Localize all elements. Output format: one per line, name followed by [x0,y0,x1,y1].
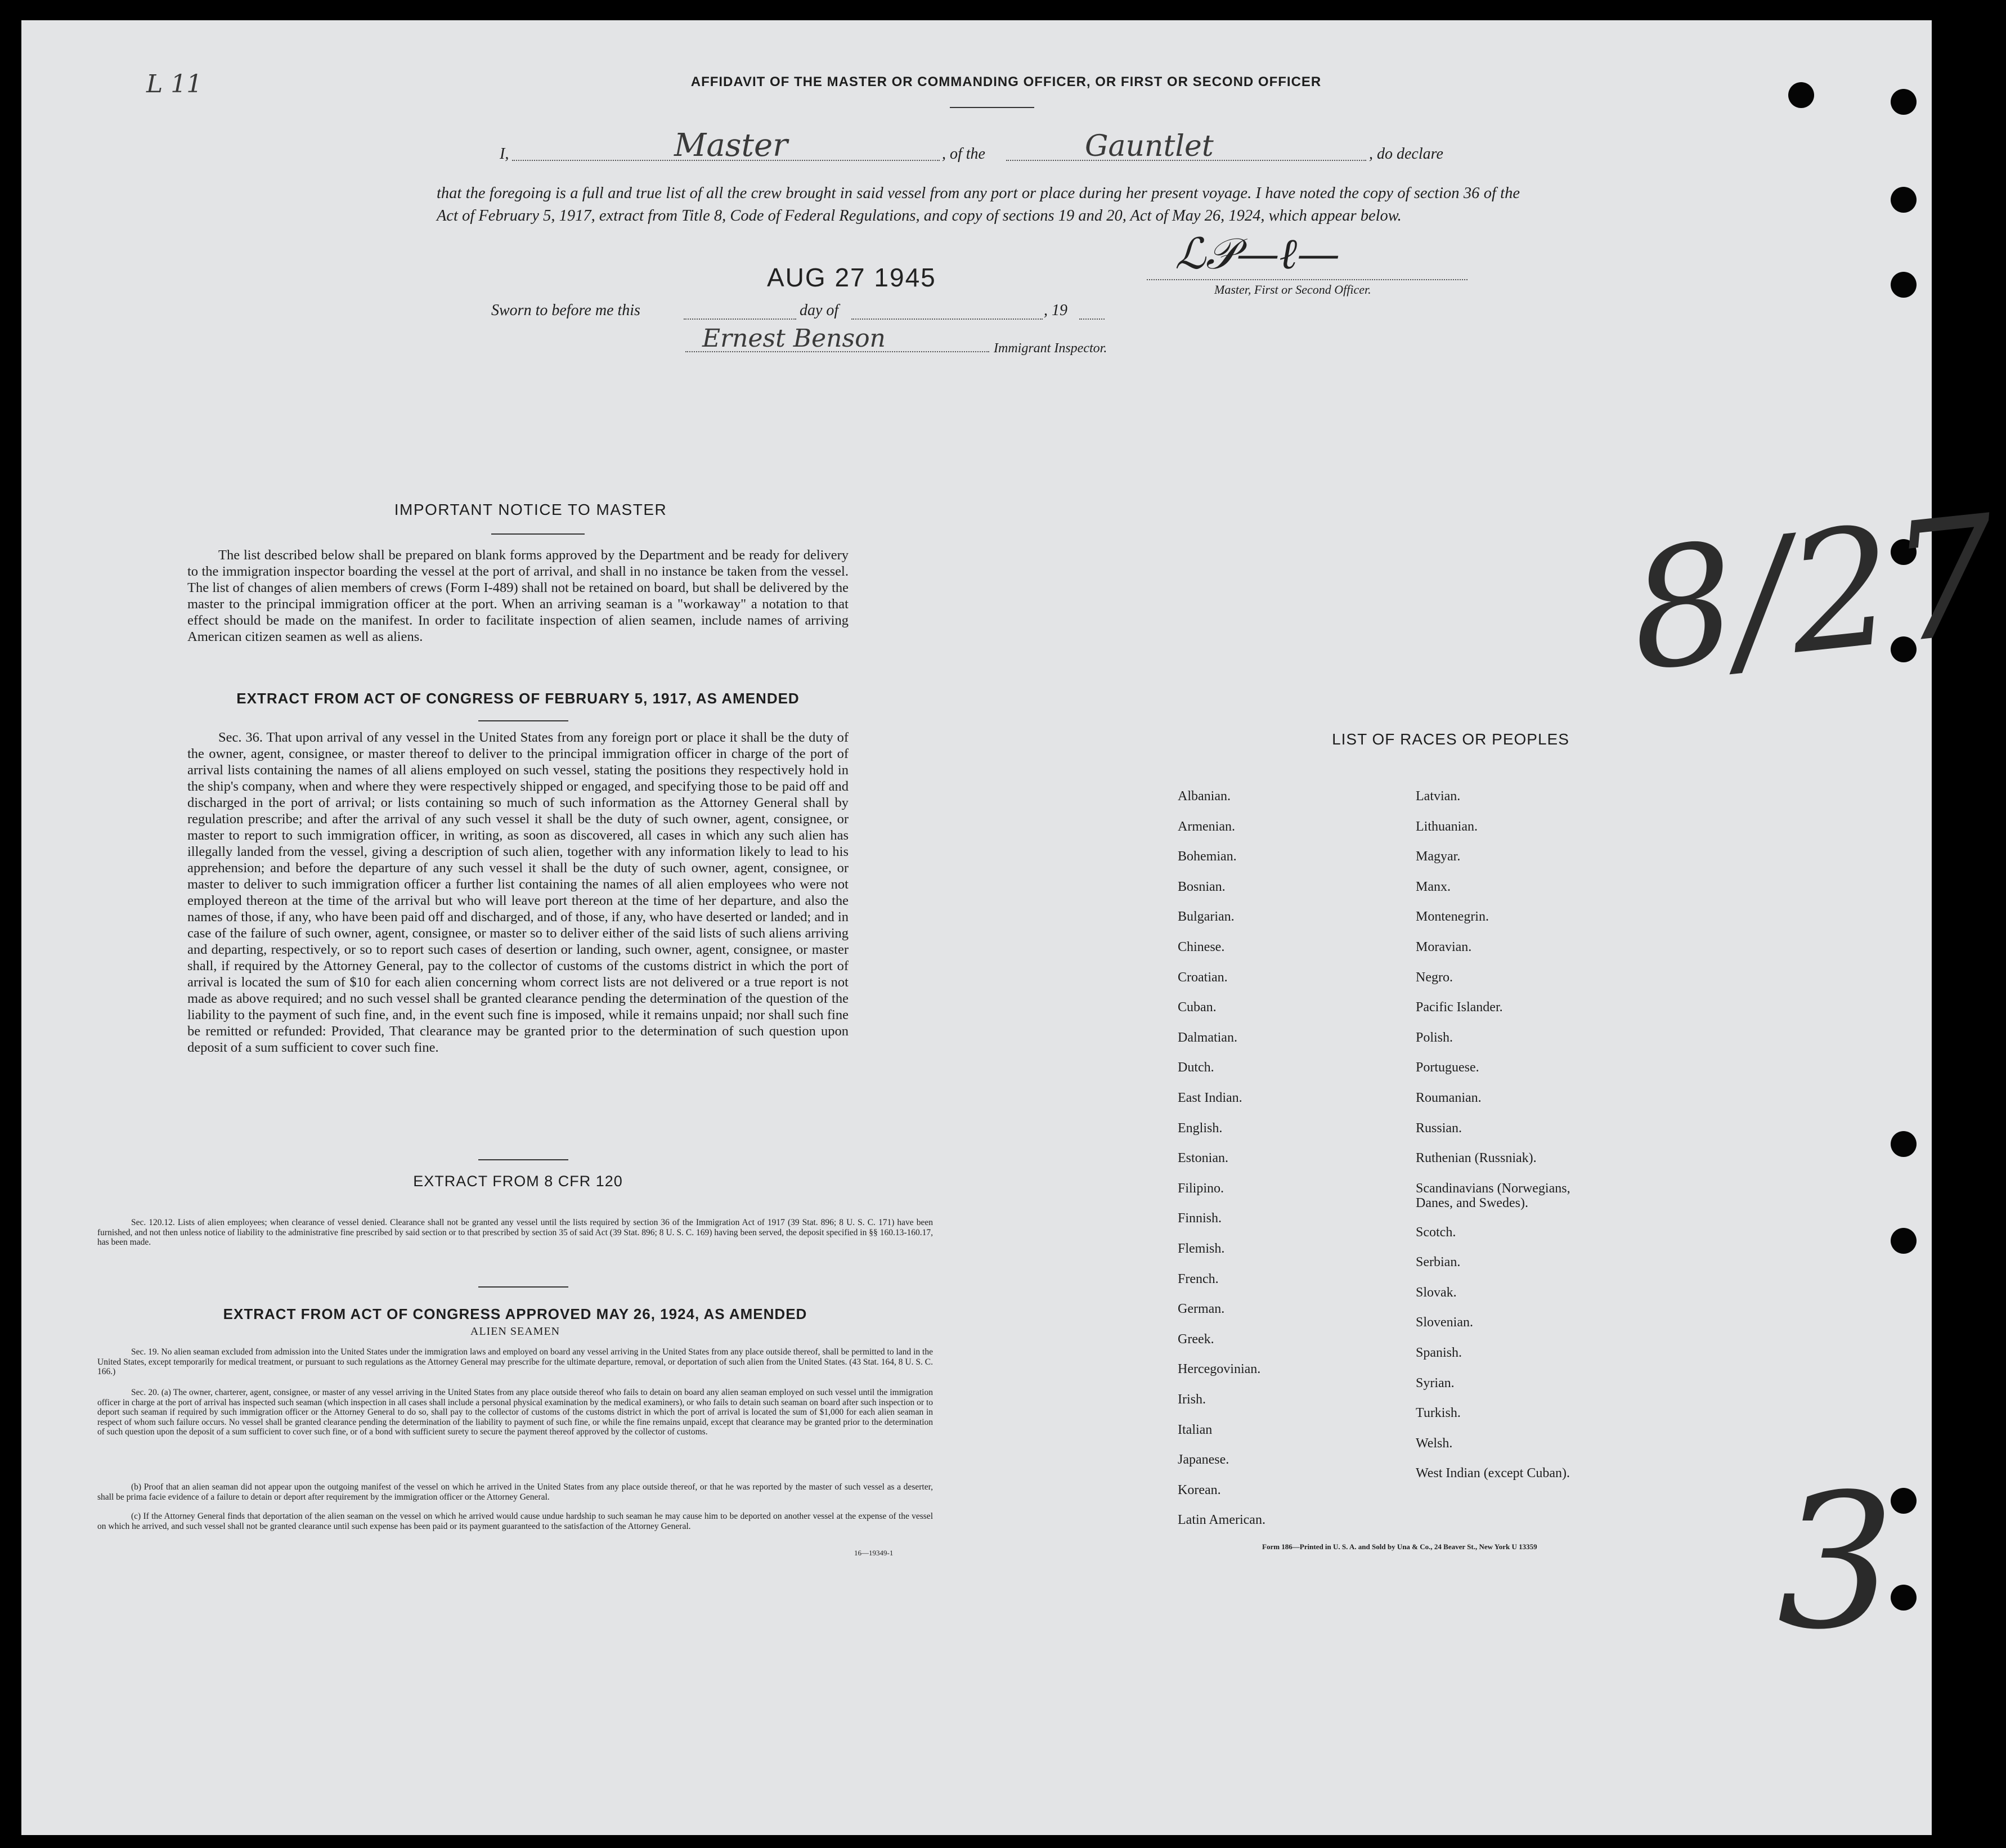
divider [478,1159,568,1160]
race-item: Russian. [1416,1120,1462,1136]
race-item: Latvian. [1416,789,1461,804]
notice-text: The list described below shall be prepared on blank forms approved by the Department and be ready for delivery to the immigration inspector boarding the vessel at the port of arrival, and shall in no instance be taken from the vessel. The list of changes of alien members of crews (Form I-489) shall not be retained on board, but shall be delivered by the master to the principal immigration officer at the port. When an arriving seaman is a "workaway" a notation to that effect should be made on the manifest. In order to facilitate inspection of alien seamen, include names of arriving American citizen seamen as well as aliens. [187,548,849,644]
inspector-signature-line [685,351,989,352]
extract-1924-subtitle: ALIEN SEAMEN [470,1325,560,1338]
race-item: Serbian. [1416,1255,1461,1270]
race-item: Moravian. [1416,940,1472,954]
extract-cfr-title: EXTRACT FROM 8 CFR 120 [413,1173,623,1190]
vessel-name-handwritten: Gauntlet [1085,129,1214,163]
race-item: Latin American. [1178,1513,1265,1528]
affidavit-title: AFFIDAVIT OF THE MASTER OR COMMANDING OFFICER, OR FIRST OR SECOND OFFICER [690,74,1322,89]
master-signature: ℒ𝒫—ℓ— [1175,228,1340,279]
race-item: Magyar. [1416,849,1461,864]
race-item: Estonian. [1178,1151,1228,1166]
sworn-label: Sworn to before me this [491,302,640,319]
race-item: Bohemian. [1178,849,1237,864]
sworn-year-line [1079,319,1105,320]
races-title: LIST OF RACES OR PEOPLES [1332,730,1569,748]
race-item: Slovenian. [1416,1315,1473,1330]
race-item: Ruthenian (Russniak). [1416,1151,1537,1166]
punch-hole [1891,187,1917,213]
race-item: West Indian (except Cuban). [1416,1466,1570,1481]
race-item: Pacific Islander. [1416,1000,1503,1015]
race-item: Polish. [1416,1030,1453,1045]
race-item: Turkish. [1416,1406,1461,1421]
declarant-label: I, [500,145,509,163]
race-item: Portuguese. [1416,1060,1479,1075]
race-item: English. [1178,1120,1223,1136]
sec20c-text: (c) If the Attorney General finds that deportation of the alien seaman on the vessel on which he arrived would cause undue hardship to such seaman he may cause him to be deported on another vessel at the expense of the vessel on which he arrived, and such vessel shall not be granted clearance until such expense has been paid or its payment guaranteed to the satisfaction of the Attorney General. [97,1511,933,1531]
race-item: Armenian. [1178,819,1235,834]
race-item: Scotch. [1416,1224,1456,1240]
extract-1924-title: EXTRACT FROM ACT OF CONGRESS APPROVED MAY 26, 1924, AS AMENDED [223,1306,807,1322]
sec20b-text: (b) Proof that an alien seaman did not appear upon the outgoing manifest of the vessel on which he arrived in the United States from any place outside thereof, or that he was reported by the master of such vessel as a deserter, shall be prima facie evidence of a failure to detain or deport after requirement by the immigration officer or the Attorney General. [97,1482,933,1502]
race-item: Dutch. [1178,1060,1214,1075]
race-item: Greek. [1178,1331,1214,1347]
race-item: East Indian. [1178,1091,1242,1105]
form-page [21,20,2006,1835]
corner-handwritten-mark: L 11 [146,70,203,98]
handwritten-date-note: 8/27 [1622,480,2006,708]
divider [491,533,585,535]
extract-1917-text: Sec. 36. That upon arrival of any vessel in the United States from any foreign port or place it shall be the duty of the owner, agent, consignee, or master thereof to deliver to the principal immigration officer in charge of the port of arrival lists containing the names of all aliens employed on such vessel, stating the positions they respectively hold in the ship's company, when and where they were respectively shipped or engaged, and specifying those to be paid off and discharged in the port of arrival; or lists containing so much of such information as the Attorney General shall by regulation prescribe; and after the arrival of any such vessel it shall be the duty of such owner, agent, consignee, or master to report to such immigration officer, in writing, as soon as discovered, all cases in which any such alien has illegally landed from the vessel, giving a description of such alien, together with any information likely to lead to his apprehension; and before the departure of any such vessel it shall be the duty of such owner, agent, consignee, or master to deliver to such immigration officer a further list containing the names of all alien employees who were not employed thereon at the time of the arrival but who will leave port thereon at the time of her departure, and also the names of those, if any, who have been paid off and discharged, and of those, if any, who have deserted or landed; and in case of the failure of such owner, agent, consignee, or master so to deliver either of the said lists of such aliens arriving and departing, respectively, or so to report such cases of desertion or landing, such owner, agent, consignee, or master shall, if required by the Attorney General, pay to the collector of customs of the customs district in which the port of arrival is located the sum of $10 for each alien concerning whom correct lists are not delivered or a true report is not made as above required; and no such vessel shall be granted clearance pending the determination of the question of the liability to the payment of such fine, and, in the event such fine is imposed, while it remains unpaid; nor shall such fine be remitted or refunded: Provided, That clearance may be granted prior to the determination of such question upon deposit of a sum sufficient to cover such fine. [187,730,849,1055]
sec19-text: Sec. 19. No alien seaman excluded from admission into the United States under the immigration laws and employed on board any vessel arriving in the United States from any place outside thereof, shall be permitted to land in the United States, except temporarily for medical treatment, or pursuant to such regulations as the Attorney General may prescribe for the ultimate departure, removal, or deportation of such alien from the United States. (43 Stat. 164, 8 U. S. C. 166.) [97,1347,933,1376]
race-item: Dalmatian. [1178,1030,1237,1045]
race-item: Scandinavians (Norwegians, Danes, and Swedes). [1416,1181,1570,1210]
race-item: Chinese. [1178,940,1225,954]
race-item: Slovak. [1416,1285,1457,1300]
sworn-month-line [851,319,1043,320]
day-of-label: day of [800,302,839,319]
inspector-signature: Ernest Benson [702,324,886,353]
race-item: Cuban. [1178,1000,1217,1015]
race-item: Albanian. [1178,789,1231,804]
vessel-of-label: , of the [942,145,985,163]
form-imprint: Form 186—Printed in U. S. A. and Sold by Una & Co., 24 Beaver St., New York U 13359 [1262,1542,1537,1551]
signature-line [1147,279,1468,280]
handwritten-page-number: 3 [1777,1454,1895,1670]
race-item: Syrian. [1416,1375,1455,1391]
year-label: , 19 [1044,302,1067,319]
punch-hole [1788,82,1814,108]
punch-hole [1891,1131,1917,1157]
race-item: Negro. [1416,970,1453,985]
declare-label: , do declare [1369,145,1443,163]
race-item: French. [1178,1271,1219,1286]
race-item: Spanish. [1416,1345,1462,1360]
race-item: Finnish. [1178,1211,1222,1226]
print-code: 16—19349-1 [854,1549,894,1557]
notice-title: IMPORTANT NOTICE TO MASTER [394,501,667,518]
date-stamp: AUG 27 1945 [767,263,936,292]
race-item: Bulgarian. [1178,909,1235,925]
extract-1917-title: EXTRACT FROM ACT OF CONGRESS OF FEBRUARY 5, 1917, AS AMENDED [236,690,800,707]
race-item: Hercegovinian. [1178,1362,1261,1377]
punch-hole [1891,89,1917,115]
race-item: Irish. [1178,1392,1206,1407]
race-item: Korean. [1178,1482,1221,1497]
extract-cfr-text: Sec. 120.12. Lists of alien employees; when clearance of vessel denied. Clearance shall not be granted any vessel until the lists required by section 36 of the Immigration Act of 1917 (39 Stat. 896; 8 U. S. C. 171) have been furnished, and not then unless notice of liability to the administrative fine prescribed by said section or to that prescribed by section 35 of said Act (39 Stat. 896; 8 U. S. C. 169) having been served, the deposit specified in §§ 160.13-160.17, has been made. [97,1218,933,1247]
divider [478,720,568,721]
officer-title-handwritten: Master [674,127,788,164]
race-item: Filipino. [1178,1181,1224,1196]
sec20a-text: Sec. 20. (a) The owner, charterer, agent, consignee, or master of any vessel arriving in the United States from any place outside thereof who fails to detain on board any alien seaman employed on such vessel until the immigration officer in charge at the port of arrival has inspected such seaman (which inspection in all cases shall include a personal physical examination by the medical examiners), or who fails to detain such seaman on board after such inspection or to deport such seaman if required by such immigration officer or the Attorney General to do so, shall pay to the collector of customs of the customs district in which the port of arrival is located the sum of $1,000 for each alien seaman in respect of whom such failure occurs. No vessel shall be granted clearance pending the determination of the liability to payment of such fine, or while the fine remains unpaid, except that clearance may be granted prior to the determination of such question upon the deposit of a sum sufficient to cover such fine, or of a bond with sufficient surety to secure the payment thereof approved by the collector of customs. [97,1388,933,1437]
race-item: Manx. [1416,879,1451,894]
sworn-day-line [684,319,796,320]
race-item: Japanese. [1178,1452,1229,1468]
divider [950,107,1034,108]
punch-hole [1891,1228,1917,1254]
divider [478,1286,568,1288]
race-item: Welsh. [1416,1436,1453,1451]
signature-caption: Master, First or Second Officer. [1214,282,1371,297]
race-item: Bosnian. [1178,879,1226,894]
race-item: German. [1178,1302,1225,1317]
punch-hole [1891,272,1917,298]
race-item: Roumanian. [1416,1091,1482,1105]
declaration-text: that the foregoing is a full and true list of all the crew brought in said vessel from any port or place during her present voyage. I have noted the copy of section 36 of the Act of February 5, 1917, extract from Title 8, Code of Federal Regulations, and copy of sections 19 and 20, Act of May 26, 1924, which appear below. [437,185,1520,225]
inspector-caption: Immigrant Inspector. [994,341,1107,356]
race-item: Croatian. [1178,970,1228,985]
race-item: Montenegrin. [1416,909,1489,925]
race-item: Italian [1178,1422,1213,1437]
race-item: Lithuanian. [1416,819,1478,834]
race-item: Flemish. [1178,1241,1225,1256]
